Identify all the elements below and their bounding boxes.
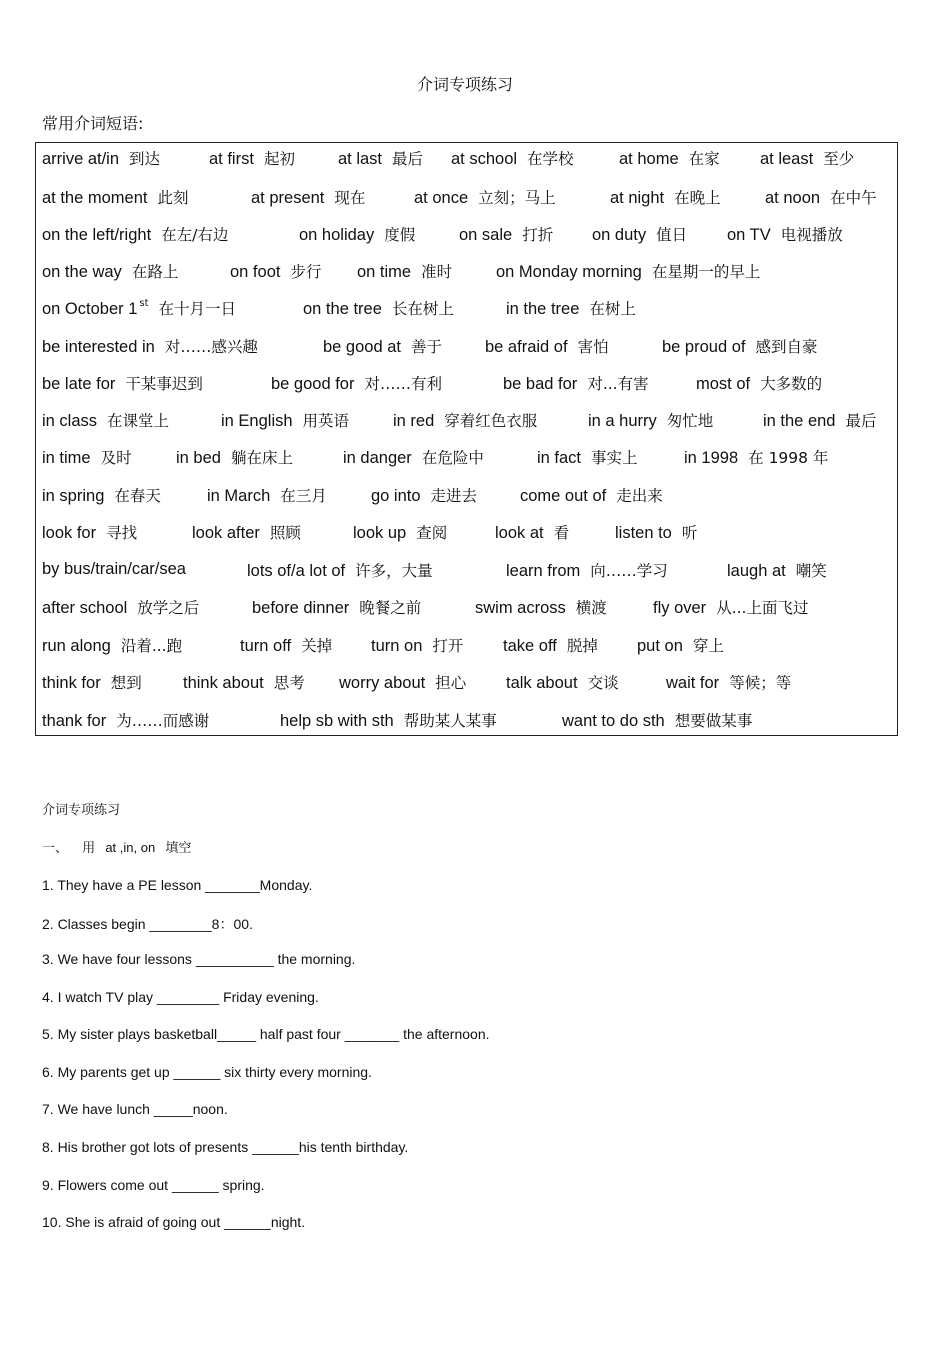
phrase-english: on sale: [459, 226, 513, 244]
phrase-item: [371, 484, 477, 506]
phrase-chinese: 帮助某人某事: [403, 712, 497, 730]
phrase-chinese: 及时: [100, 449, 132, 467]
phrase-chinese: 现在: [334, 189, 366, 207]
phrase-english: swim across: [475, 599, 566, 617]
phrase-english: on holiday: [299, 226, 375, 244]
phrase-chinese: 长在树上: [391, 300, 454, 318]
phrase-list-intro: 常用介词短语:: [42, 114, 144, 133]
phrase-chinese: 值日: [656, 226, 688, 244]
phrase-chinese: 在星期一的早上: [651, 263, 761, 281]
phrase-english: in class: [42, 412, 98, 430]
page-title: 介词专项练习: [416, 75, 513, 94]
phrase-english: in 1998: [684, 449, 739, 467]
section-suffix: 填空: [165, 840, 192, 855]
phrase-english: at last: [338, 150, 383, 168]
phrase-chinese: 晚餐之前: [359, 599, 422, 617]
phrase-item: [252, 596, 421, 618]
section-prefix: 用: [82, 841, 96, 856]
phrase-chinese: 在中午: [830, 189, 877, 207]
section-words: at ,in, on: [105, 840, 156, 855]
phrase-item: [506, 559, 668, 581]
phrase-english: be interested in: [42, 338, 155, 356]
phrase-english: be proud of: [662, 338, 746, 356]
phrase-english: on the way: [42, 263, 122, 281]
phrase-item: [763, 409, 877, 431]
phrase-chinese: 横渡: [575, 599, 607, 617]
phrase-item: [503, 372, 649, 394]
phrase-chinese: 想要做某事: [674, 712, 753, 730]
phrase-english: at school: [451, 150, 518, 168]
phrase-english: in the tree: [506, 300, 580, 318]
phrase-english: in time: [42, 449, 91, 467]
phrase-english: on Monday morning: [496, 263, 642, 281]
phrase-english: at home: [619, 150, 679, 168]
phrase-chinese: 躺在床上: [230, 449, 293, 467]
phrase-chinese: 担心: [435, 674, 467, 692]
exercise-item: 10. She is afraid of going out ______night.: [42, 1214, 306, 1230]
phrase-item: [506, 297, 636, 319]
phrase-item: [280, 709, 497, 731]
phrase-english: look up: [353, 524, 407, 542]
phrase-table: [35, 142, 898, 736]
phrase-item: [343, 446, 484, 468]
phrase-english: turn on: [371, 637, 423, 655]
phrase-item: [42, 147, 160, 169]
exercise-item: 6. My parents get up ______ six thirty every morning.: [42, 1064, 372, 1080]
phrase-chinese: 干某事迟到: [125, 375, 203, 393]
phrase-chinese: 最后: [845, 412, 877, 430]
exercise-section-title: [42, 837, 191, 856]
phrase-item: [485, 335, 609, 357]
phrase-english: want to do sth: [562, 712, 665, 730]
exercise-heading: 介词专项练习: [42, 803, 121, 818]
phrase-chinese: 起初: [263, 150, 295, 168]
phrase-english: by bus/train/car/sea: [42, 560, 186, 578]
phrase-english: lots of/a lot of: [247, 562, 346, 580]
phrase-item: [506, 671, 619, 693]
phrase-item: [42, 297, 236, 319]
phrase-english: at present: [251, 189, 325, 207]
phrase-chinese: 在树上: [589, 300, 636, 318]
phrase-item: [299, 223, 415, 245]
phrase-item: [42, 559, 186, 579]
phrase-item: [42, 709, 209, 731]
exercise-item: 9. Flowers come out ______ spring.: [42, 1177, 265, 1193]
phrase-chinese: 交谈: [587, 674, 619, 692]
phrase-item: [176, 446, 293, 468]
phrase-chinese: 此刻: [157, 189, 189, 207]
phrase-english: turn off: [240, 637, 292, 655]
phrase-english: in fact: [537, 449, 582, 467]
phrase-english: be bad for: [503, 375, 578, 393]
phrase-item: [183, 671, 305, 693]
phrase-english: on the tree: [303, 300, 382, 318]
exercise-item: 4. I watch TV play ________ Friday evening.: [42, 989, 319, 1005]
phrase-chinese: 对...有害: [587, 375, 649, 393]
phrase-chinese: 嘲笑: [795, 562, 827, 580]
phrase-chinese: 关掉: [301, 637, 333, 655]
phrase-item: [42, 335, 258, 357]
phrase-english: fly over: [653, 599, 707, 617]
phrase-english: think for: [42, 674, 101, 692]
phrase-item: [353, 521, 447, 543]
phrase-english: on TV: [727, 226, 771, 244]
phrase-item: [765, 186, 877, 208]
phrase-chinese: 查阅: [416, 524, 448, 542]
exercise-item: 1. They have a PE lesson _______Monday.: [42, 877, 313, 893]
phrase-chinese: 许多，大量: [355, 562, 433, 580]
phrase-item: [496, 260, 760, 282]
phrase-item: [662, 335, 818, 357]
phrase-chinese: 听: [681, 524, 698, 542]
phrase-item: [42, 446, 132, 468]
phrase-item: [221, 409, 349, 431]
exercise-item: 5. My sister plays basketball_____ half past four _______ the afternoon.: [42, 1026, 490, 1042]
phrase-english: look after: [192, 524, 260, 542]
exercise-item: 2. Classes begin ________8：00.: [42, 916, 253, 932]
phrase-chinese: 在左/右边: [161, 226, 229, 244]
phrase-item: [619, 147, 720, 169]
phrase-chinese: 最后: [392, 150, 424, 168]
phrase-chinese: 大多数的: [760, 375, 823, 393]
phrase-chinese: 看: [553, 524, 570, 542]
phrase-chinese: 在危险中: [421, 449, 484, 467]
phrase-english: take off: [503, 637, 557, 655]
phrase-english: come out of: [520, 487, 607, 505]
phrase-english: think about: [183, 674, 264, 692]
phrase-chinese: 在课堂上: [107, 412, 170, 430]
phrase-english: be afraid of: [485, 338, 568, 356]
phrase-english: on time: [357, 263, 412, 281]
phrase-item: [42, 634, 182, 656]
phrase-chinese: 到达: [129, 150, 161, 168]
phrase-chinese: 在 1998 年: [748, 449, 829, 467]
phrase-item: [503, 634, 598, 656]
phrase-english: in English: [221, 412, 293, 430]
phrase-english: at night: [610, 189, 665, 207]
exercise-item: 7. We have lunch _____noon.: [42, 1101, 228, 1117]
phrase-chinese: 度假: [384, 226, 416, 244]
phrase-chinese: 在晚上: [674, 189, 721, 207]
phrase-item: [303, 297, 454, 319]
phrase-chinese: 对……有利: [364, 375, 442, 393]
phrase-chinese: 沿着...跑: [120, 637, 183, 655]
phrase-english: help sb with sth: [280, 712, 394, 730]
phrase-item: [209, 147, 295, 169]
phrase-chinese: 向……学习: [590, 562, 668, 580]
phrase-english: wait for: [666, 674, 720, 692]
exercise-item: 8. His brother got lots of presents ______his tenth birthday.: [42, 1139, 409, 1155]
phrase-english: on October 1: [42, 300, 138, 318]
phrase-superscript: st: [139, 298, 149, 309]
phrase-chinese: 在家: [688, 150, 720, 168]
phrase-chinese: 匆忙地: [666, 412, 714, 430]
phrase-item: [42, 372, 203, 394]
section-number: 一、: [42, 841, 69, 856]
phrase-item: [760, 147, 854, 169]
phrase-english: most of: [696, 375, 751, 393]
phrase-item: [42, 596, 199, 618]
phrase-item: [637, 634, 724, 656]
phrase-item: [414, 186, 556, 208]
phrase-item: [323, 335, 442, 357]
phrase-item: [495, 521, 569, 543]
phrase-chinese: 对……感兴趣: [164, 338, 258, 356]
phrase-item: [684, 446, 828, 468]
phrase-chinese: 为……而感谢: [116, 712, 210, 730]
phrase-english: in spring: [42, 487, 105, 505]
phrase-english: after school: [42, 599, 128, 617]
phrase-item: [230, 260, 321, 282]
phrase-english: arrive at/in: [42, 150, 120, 168]
phrase-chinese: 害怕: [577, 338, 609, 356]
phrase-chinese: 准时: [421, 263, 453, 281]
phrase-chinese: 在学校: [527, 150, 574, 168]
phrase-english: at once: [414, 189, 469, 207]
phrase-item: [459, 223, 553, 245]
phrase-item: [393, 409, 537, 431]
phrase-english: on the left/right: [42, 226, 152, 244]
phrase-chinese: 在三月: [280, 487, 327, 505]
phrase-item: [666, 671, 791, 693]
phrase-item: [696, 372, 822, 394]
phrase-english: at noon: [765, 189, 821, 207]
phrase-english: look at: [495, 524, 544, 542]
phrase-item: [42, 521, 137, 543]
phrase-item: [240, 634, 332, 656]
phrase-english: listen to: [615, 524, 672, 542]
phrase-item: [271, 372, 442, 394]
phrase-chinese: 电视播放: [780, 226, 843, 244]
phrase-item: [247, 559, 433, 581]
phrase-item: [371, 634, 463, 656]
phrase-english: on duty: [592, 226, 647, 244]
phrase-item: [42, 409, 169, 431]
phrase-item: [251, 186, 365, 208]
phrase-chinese: 走进去: [430, 487, 478, 505]
phrase-chinese: 在路上: [131, 263, 179, 281]
phrase-item: [338, 147, 423, 169]
phrase-chinese: 善于: [411, 338, 443, 356]
phrase-item: [610, 186, 721, 208]
phrase-english: in a hurry: [588, 412, 657, 430]
phrase-english: put on: [637, 637, 683, 655]
phrase-chinese: 立刻；马上: [478, 189, 556, 207]
phrase-item: [42, 260, 178, 282]
phrase-chinese: 等候；等: [729, 674, 792, 692]
phrase-english: in danger: [343, 449, 412, 467]
phrase-chinese: 事实上: [591, 449, 638, 467]
phrase-chinese: 在十月一日: [158, 300, 237, 318]
phrase-chinese: 打折: [522, 226, 554, 244]
phrase-english: in March: [207, 487, 271, 505]
phrase-item: [475, 596, 607, 618]
phrase-chinese: 至少: [823, 150, 855, 168]
phrase-item: [615, 521, 697, 543]
phrase-english: run along: [42, 637, 111, 655]
phrase-chinese: 放学之后: [137, 599, 200, 617]
phrase-english: worry about: [339, 674, 426, 692]
phrase-item: [357, 260, 452, 282]
phrase-english: thank for: [42, 712, 107, 730]
phrase-chinese: 穿着红色衣服: [444, 412, 538, 430]
phrase-item: [42, 223, 228, 245]
phrase-item: [42, 186, 189, 208]
phrase-english: in red: [393, 412, 435, 430]
exercise-item: 3. We have four lessons __________ the morning.: [42, 951, 356, 967]
phrase-item: [537, 446, 638, 468]
phrase-english: be good at: [323, 338, 401, 356]
phrase-chinese: 想到: [110, 674, 142, 692]
phrase-english: talk about: [506, 674, 578, 692]
phrase-english: at least: [760, 150, 814, 168]
phrase-chinese: 穿上: [692, 637, 724, 655]
phrase-chinese: 脱掉: [566, 637, 598, 655]
phrase-item: [339, 671, 466, 693]
phrase-item: [653, 596, 808, 618]
phrase-english: in the end: [763, 412, 836, 430]
phrase-item: [42, 671, 142, 693]
phrase-english: go into: [371, 487, 421, 505]
phrase-chinese: 思考: [273, 674, 305, 692]
phrase-chinese: 步行: [290, 263, 322, 281]
phrase-chinese: 走出来: [616, 487, 663, 505]
phrase-english: on foot: [230, 263, 281, 281]
phrase-english: at the moment: [42, 189, 148, 207]
phrase-item: [588, 409, 713, 431]
phrase-item: [520, 484, 663, 506]
phrase-chinese: 寻找: [106, 524, 138, 542]
phrase-english: be late for: [42, 375, 116, 393]
phrase-english: be good for: [271, 375, 355, 393]
phrase-english: laugh at: [727, 562, 786, 580]
phrase-item: [592, 223, 687, 245]
phrase-item: [192, 521, 301, 543]
phrase-english: look for: [42, 524, 97, 542]
phrase-chinese: 感到自豪: [755, 338, 818, 356]
phrase-english: learn from: [506, 562, 581, 580]
phrase-item: [451, 147, 574, 169]
phrase-english: in bed: [176, 449, 221, 467]
phrase-chinese: 照顾: [269, 524, 301, 542]
phrase-item: [42, 484, 161, 506]
phrase-chinese: 从...上面飞过: [716, 599, 809, 617]
phrase-item: [207, 484, 327, 506]
phrase-english: at first: [209, 150, 254, 168]
phrase-item: [727, 559, 827, 581]
phrase-item: [562, 709, 752, 731]
phrase-item: [727, 223, 843, 245]
phrase-chinese: 在春天: [114, 487, 161, 505]
phrase-english: before dinner: [252, 599, 350, 617]
phrase-chinese: 打开: [432, 637, 464, 655]
phrase-chinese: 用英语: [302, 412, 350, 430]
